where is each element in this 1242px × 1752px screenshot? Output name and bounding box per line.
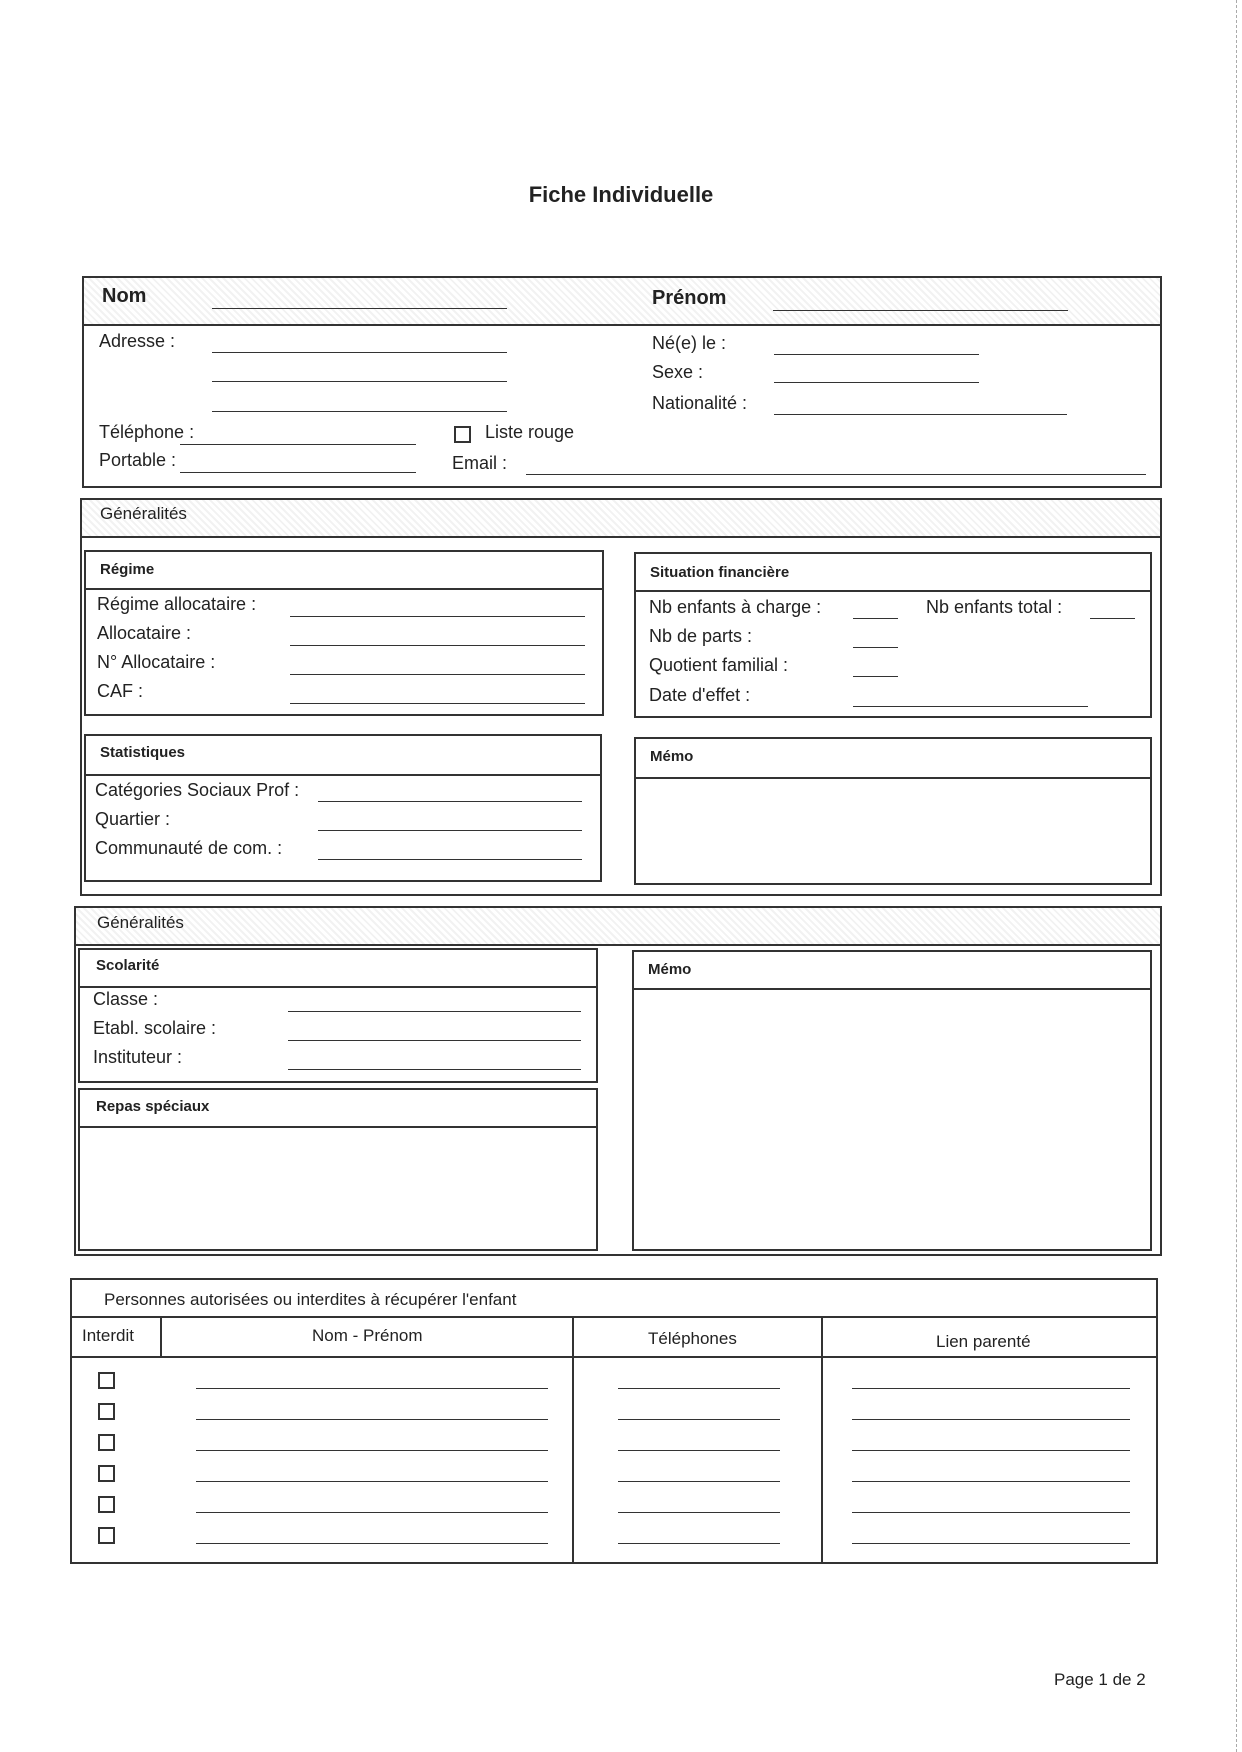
nom-prenom-field[interactable] [196,1419,548,1420]
caf-label: CAF : [97,681,144,701]
classe-field[interactable] [288,1011,581,1012]
regime-allocataire-label: Régime allocataire : [97,594,257,614]
persons-col-divider-1 [160,1318,162,1356]
col-interdit: Interdit [82,1326,134,1345]
nom-prenom-field[interactable] [196,1450,548,1451]
nationalite-label: Nationalité : [652,393,748,413]
nom-field[interactable] [212,308,507,309]
telephone-field[interactable] [618,1450,780,1451]
nb-enfants-total-label: Nb enfants total : [926,597,1063,617]
lien-parente-field[interactable] [852,1543,1130,1544]
adresse-field-3[interactable] [212,411,507,412]
nom-prenom-field[interactable] [196,1388,548,1389]
etabl-scolaire-label: Etabl. scolaire : [93,1018,217,1038]
persons-col-divider-2 [572,1318,574,1562]
telephone-field[interactable] [618,1419,780,1420]
instituteur-label: Instituteur : [93,1047,183,1067]
generalites-header-1 [82,500,1160,538]
nb-enfants-total-field[interactable] [1090,618,1135,619]
interdit-checkbox[interactable] [98,1527,115,1544]
lien-parente-field[interactable] [852,1512,1130,1513]
classe-label: Classe : [93,989,159,1009]
scolarite-title: Scolarité [96,957,160,974]
n-allocataire-label: N° Allocataire : [97,652,216,672]
interdit-checkbox[interactable] [98,1403,115,1420]
regime-allocataire-field[interactable] [290,616,585,617]
portable-field[interactable] [180,472,416,473]
generalites-header-2 [76,908,1160,946]
nb-enfants-charge-label: Nb enfants à charge : [649,597,822,617]
quartier-field[interactable] [318,830,582,831]
categories-label: Catégories Sociaux Prof : [95,780,300,800]
persons-header-row-border [72,1356,1156,1358]
lien-parente-field[interactable] [852,1450,1130,1451]
adresse-label: Adresse : [99,331,176,351]
statistiques-title: Statistiques [100,744,186,761]
quotient-label: Quotient familial : [649,655,789,675]
telephone-field[interactable] [180,444,416,445]
adresse-field-2[interactable] [212,381,507,382]
telephone-field[interactable] [618,1481,780,1482]
generalites-title-1: Généralités [100,504,187,523]
nom-label: Nom [102,285,147,307]
email-field[interactable] [526,474,1146,475]
memo-header-2 [634,952,1150,990]
regime-title: Régime [100,561,155,578]
n-allocataire-field[interactable] [290,674,585,675]
nb-enfants-charge-field[interactable] [853,618,898,619]
page-title: Fiche Individuelle [528,182,714,207]
lien-parente-field[interactable] [852,1419,1130,1420]
generalites-title-2: Généralités [97,913,184,932]
liste-rouge-label: Liste rouge [485,422,575,442]
col-telephones: Téléphones [648,1329,737,1348]
communaute-label: Communauté de com. : [95,838,283,858]
persons-table [70,1278,1158,1564]
memo-box-2[interactable] [632,950,1152,1251]
prenom-label: Prénom [652,287,727,309]
ne-le-label: Né(e) le : [652,333,727,353]
memo-header-1 [636,739,1150,779]
persons-col-divider-3 [821,1318,823,1562]
nb-parts-label: Nb de parts : [649,626,753,646]
regime-header [86,552,602,590]
telephone-field[interactable] [618,1512,780,1513]
liste-rouge-checkbox[interactable] [454,426,471,443]
interdit-checkbox[interactable] [98,1496,115,1513]
lien-parente-field[interactable] [852,1388,1130,1389]
memo-title-2: Mémo [648,961,692,978]
lien-parente-field[interactable] [852,1481,1130,1482]
identity-header [84,278,1160,326]
telephone-label: Téléphone : [99,422,195,442]
allocataire-field[interactable] [290,645,585,646]
communaute-field[interactable] [318,859,582,860]
nom-prenom-field[interactable] [196,1543,548,1544]
telephone-field[interactable] [618,1543,780,1544]
interdit-checkbox[interactable] [98,1372,115,1389]
categories-field[interactable] [318,801,582,802]
sexe-field[interactable] [774,382,979,383]
repas-title: Repas spéciaux [96,1098,210,1115]
adresse-field-1[interactable] [212,352,507,353]
nb-parts-field[interactable] [853,647,898,648]
ne-le-field[interactable] [774,354,979,355]
persons-title: Personnes autorisées ou interdites à récupérer l'enfant [104,1290,517,1309]
instituteur-field[interactable] [288,1069,581,1070]
date-effet-label: Date d'effet : [649,685,751,705]
page-edge [1236,0,1237,1752]
nationalite-field[interactable] [774,414,1067,415]
caf-field[interactable] [290,703,585,704]
quotient-field[interactable] [853,676,898,677]
col-lien-parente: Lien parenté [936,1332,1031,1351]
nom-prenom-field[interactable] [196,1512,548,1513]
col-nom-prenom: Nom - Prénom [312,1326,423,1345]
portable-label: Portable : [99,450,177,470]
interdit-checkbox[interactable] [98,1434,115,1451]
sexe-label: Sexe : [652,362,704,382]
quartier-label: Quartier : [95,809,171,829]
telephone-field[interactable] [618,1388,780,1389]
situation-title: Situation financière [650,564,790,581]
page-number: Page 1 de 2 [1054,1670,1146,1689]
interdit-checkbox[interactable] [98,1465,115,1482]
prenom-field[interactable] [773,310,1068,311]
etabl-scolaire-field[interactable] [288,1040,581,1041]
nom-prenom-field[interactable] [196,1481,548,1482]
memo-title-1: Mémo [650,748,694,765]
email-label: Email : [452,453,508,473]
date-effet-field[interactable] [853,706,1088,707]
allocataire-label: Allocataire : [97,623,192,643]
